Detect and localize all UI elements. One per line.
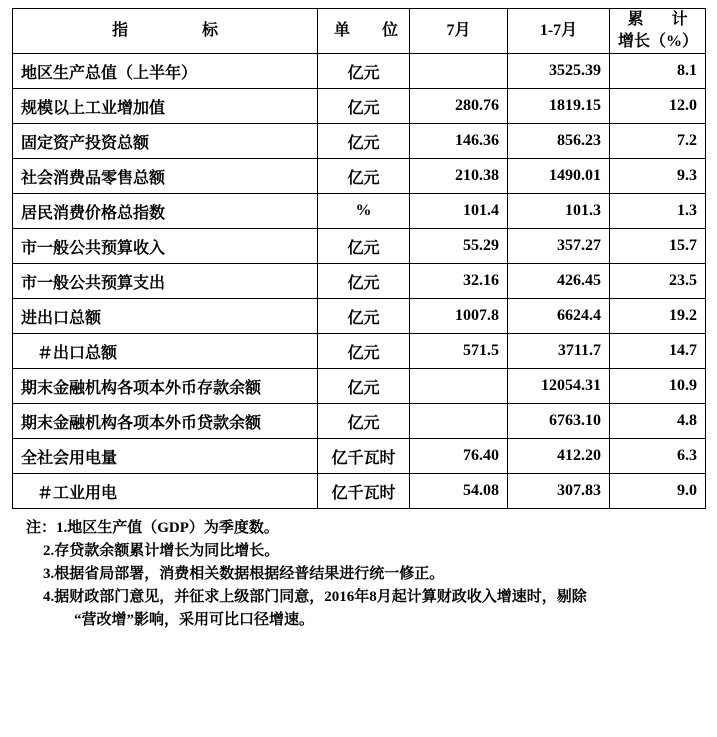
- column-header-indicator: 指 标: [13, 9, 318, 54]
- row-growth-value: 6.3: [610, 439, 706, 474]
- row-cumulative-value: 357.27: [508, 229, 610, 264]
- note-line: 4.据财政部门意见，并征求上级部门同意，2016年8月起计算财政收入增速时，剔除: [43, 589, 587, 605]
- row-month-value: 54.08: [410, 474, 508, 509]
- row-indicator-label: 固定资产投资总额: [13, 124, 318, 159]
- row-growth-value: 19.2: [610, 299, 706, 334]
- column-header-cumulative: 1-7月: [508, 9, 610, 54]
- row-growth-value: 1.3: [610, 194, 706, 229]
- row-unit: 亿元: [318, 159, 410, 194]
- row-cumulative-value: 1490.01: [508, 159, 610, 194]
- row-growth-value: 9.0: [610, 474, 706, 509]
- column-header-growth: [610, 9, 706, 54]
- statistics-table: [12, 8, 706, 509]
- table-row: [13, 54, 706, 89]
- row-indicator-label: ＃工业用电: [13, 474, 318, 509]
- table-row: [13, 229, 706, 264]
- column-header-growth-line1: 累 计: [627, 11, 694, 28]
- row-month-value: 1007.8: [410, 299, 508, 334]
- row-unit: 亿元: [318, 264, 410, 299]
- column-header-growth-line2: 增长（%）: [618, 33, 699, 50]
- row-unit: 亿元: [318, 229, 410, 264]
- table-header-row: [13, 9, 706, 54]
- row-month-value: [410, 54, 508, 89]
- row-cumulative-value: 412.20: [508, 439, 610, 474]
- row-indicator-label: 市一般公共预算收入: [13, 229, 318, 264]
- row-cumulative-value: 6763.10: [508, 404, 610, 439]
- row-indicator-label: 地区生产总值（上半年）: [13, 54, 318, 89]
- row-unit: 亿元: [318, 369, 410, 404]
- row-month-value: 101.4: [410, 194, 508, 229]
- row-unit: 亿元: [318, 404, 410, 439]
- row-indicator-label: 期末金融机构各项本外币存款余额: [13, 369, 318, 404]
- row-cumulative-value: 1819.15: [508, 89, 610, 124]
- row-indicator-label: 市一般公共预算支出: [13, 264, 318, 299]
- table-row: [13, 159, 706, 194]
- row-growth-value: 23.5: [610, 264, 706, 299]
- row-indicator-label: 全社会用电量: [13, 439, 318, 474]
- row-unit: 亿千瓦时: [318, 439, 410, 474]
- table-row: [13, 89, 706, 124]
- table-row: [13, 439, 706, 474]
- row-month-value: 571.5: [410, 334, 508, 369]
- row-month-value: 146.36: [410, 124, 508, 159]
- row-growth-value: 10.9: [610, 369, 706, 404]
- row-month-value: 210.38: [410, 159, 508, 194]
- row-indicator-label: 居民消费价格总指数: [13, 194, 318, 229]
- row-month-value: 55.29: [410, 229, 508, 264]
- table-row: [13, 369, 706, 404]
- table-notes: [12, 517, 705, 632]
- note-line: “营改增”影响，采用可比口径增速。: [74, 612, 315, 628]
- row-month-value: [410, 404, 508, 439]
- row-unit: 亿元: [318, 54, 410, 89]
- row-unit: 亿千瓦时: [318, 474, 410, 509]
- table-row: [13, 124, 706, 159]
- table-row: [13, 404, 706, 439]
- row-indicator-label: 规模以上工业增加值: [13, 89, 318, 124]
- row-growth-value: 4.8: [610, 404, 706, 439]
- table-row: [13, 334, 706, 369]
- table-header: [13, 9, 706, 54]
- row-cumulative-value: 101.3: [508, 194, 610, 229]
- row-indicator-label: 期末金融机构各项本外币贷款余额: [13, 404, 318, 439]
- column-header-month: 7月: [410, 9, 508, 54]
- row-growth-value: 8.1: [610, 54, 706, 89]
- row-growth-value: 15.7: [610, 229, 706, 264]
- row-cumulative-value: 6624.4: [508, 299, 610, 334]
- row-month-value: 280.76: [410, 89, 508, 124]
- row-month-value: 76.40: [410, 439, 508, 474]
- note-line: 注：1.地区生产值（GDP）为季度数。: [26, 520, 279, 536]
- table-body: [13, 54, 706, 509]
- table-row: [13, 474, 706, 509]
- table-row: [13, 194, 706, 229]
- row-growth-value: 9.3: [610, 159, 706, 194]
- row-unit: 亿元: [318, 124, 410, 159]
- row-cumulative-value: 426.45: [508, 264, 610, 299]
- row-unit: 亿元: [318, 334, 410, 369]
- row-cumulative-value: 307.83: [508, 474, 610, 509]
- row-unit: %: [318, 194, 410, 229]
- row-cumulative-value: 3525.39: [508, 54, 610, 89]
- row-growth-value: 14.7: [610, 334, 706, 369]
- row-unit: 亿元: [318, 299, 410, 334]
- row-cumulative-value: 856.23: [508, 124, 610, 159]
- table-row: [13, 299, 706, 334]
- note-line: 2.存贷款余额累计增长为同比增长。: [43, 543, 280, 559]
- row-unit: 亿元: [318, 89, 410, 124]
- table-row: [13, 264, 706, 299]
- column-header-unit: 单 位: [318, 9, 410, 54]
- row-growth-value: 12.0: [610, 89, 706, 124]
- note-line: 3.根据省局部署，消费相关数据根据经普结果进行统一修正。: [43, 566, 445, 582]
- row-growth-value: 7.2: [610, 124, 706, 159]
- row-cumulative-value: 12054.31: [508, 369, 610, 404]
- row-month-value: [410, 369, 508, 404]
- row-indicator-label: 进出口总额: [13, 299, 318, 334]
- row-cumulative-value: 3711.7: [508, 334, 610, 369]
- row-month-value: 32.16: [410, 264, 508, 299]
- row-indicator-label: ＃出口总额: [13, 334, 318, 369]
- row-indicator-label: 社会消费品零售总额: [13, 159, 318, 194]
